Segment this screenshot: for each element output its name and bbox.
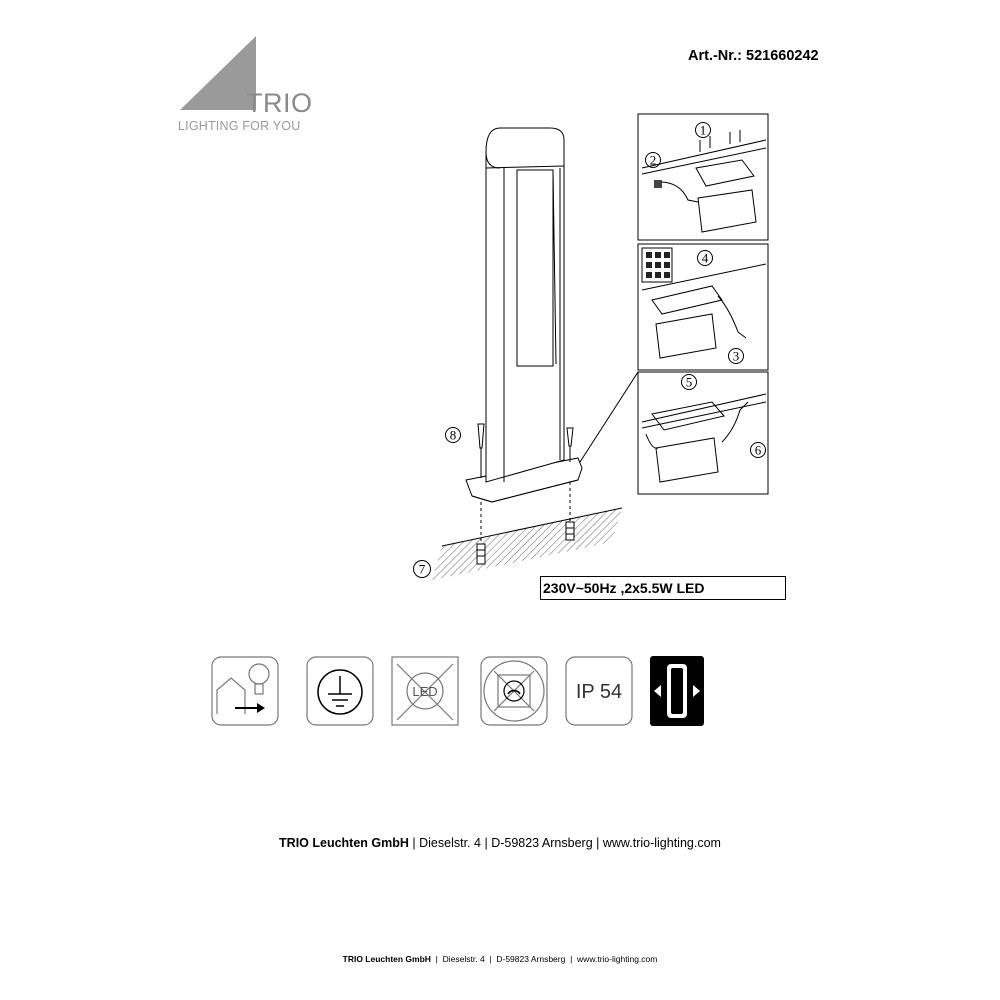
protective-earth-icon [306,656,374,726]
led-not-replaceable-icon [391,656,459,726]
step-7-label: 7 [418,561,426,577]
ip-rating-icon [565,656,633,726]
footer-street: Dieselstr. 4 [419,836,481,850]
step-8-label: 8 [449,427,457,443]
trio-logo [178,34,323,134]
ip-rating-label: IP 54 [575,681,623,703]
footer-small-street: Dieselstr. 4 [442,954,485,964]
installation-diagram [400,110,780,585]
footer-small-company: TRIO Leuchten GmbH [342,954,431,964]
footer-small-sep-3: | [570,954,573,964]
electrical-spec: 230V~50Hz ,2x5.5W LED [540,576,786,600]
step-4-label: 4 [701,250,709,266]
footer-company: TRIO Leuchten GmbH [279,836,409,850]
footer-address-small [0,954,1000,964]
footer-sep-2: | [484,836,488,850]
step-5-label: 5 [685,374,693,390]
article-number-label: Art.-Nr.: [688,48,742,64]
outdoor-connection-icon [211,656,279,726]
step-1-label: 1 [699,122,707,138]
footer-small-city: D-59823 Arnsberg [496,954,566,964]
light-direction-icon [650,656,704,726]
footer-web: www.trio-lighting.com [602,836,721,850]
step-2-label: 2 [649,152,657,168]
footer-small-web: www.trio-lighting.com [577,954,658,964]
led-label: LED [412,684,438,699]
article-number [688,48,819,64]
footer-small-sep-1: | [435,954,438,964]
brand-tagline: LIGHTING FOR YOU [178,119,301,133]
footer-address [0,836,1000,850]
footer-sep-1: | [412,836,416,850]
footer-city: D-59823 Arnsberg [491,836,593,850]
article-number-value: 521660242 [746,48,819,64]
footer-small-sep-2: | [489,954,492,964]
step-6-label: 6 [754,442,762,458]
bollard-illustration [466,128,638,502]
ground-illustration [432,508,622,580]
footer-sep-3: | [596,836,600,850]
detail-panel-3 [638,372,768,494]
dimmer-not-compatible-icon [480,656,548,726]
step-3-label: 3 [732,348,740,364]
brand-name: TRIO [246,88,313,118]
